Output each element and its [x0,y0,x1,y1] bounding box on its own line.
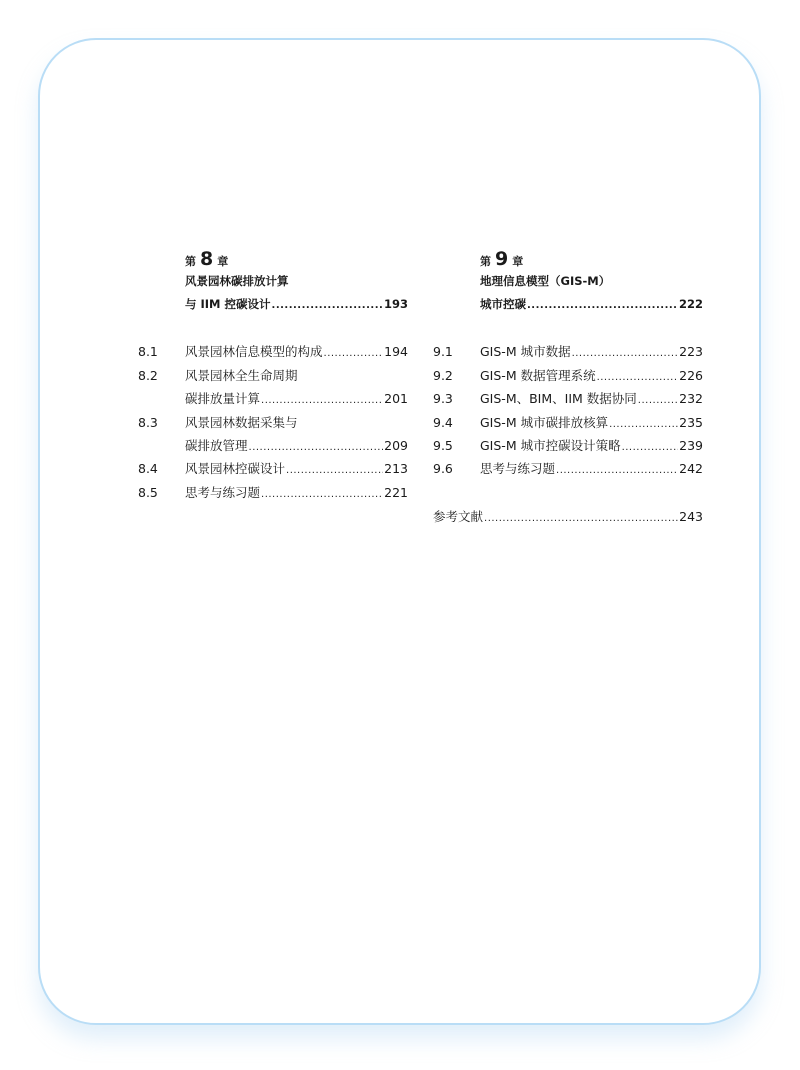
entry-title: GIS-M 城市数据 [480,344,571,360]
chapter-9-column [433,248,703,528]
entry-title: GIS-M 城市碳排放核算 [480,414,609,430]
dot-leader [272,294,383,317]
dot-leader [286,459,383,482]
toc-entry[interactable] [138,411,408,434]
toc-entry[interactable] [433,411,703,434]
toc-entry[interactable] [433,340,703,363]
page-number: 239 [679,437,703,453]
chapter-label [185,248,408,270]
dot-leader [572,342,679,365]
dot-leader [622,436,679,459]
chapter-8-column [138,248,408,504]
toc-entry[interactable] [185,293,408,316]
chapter-suffix: 章 [512,255,524,268]
entry-title: 风景园林控碳设计 [185,461,286,477]
toc-entry[interactable] [433,434,703,457]
section-number: 8.5 [138,484,158,500]
toc-entry[interactable] [433,387,703,410]
entry-title: 风景园林全生命周期 [185,367,298,383]
entry-title: 碳排放管理 [185,437,248,453]
toc-entry[interactable] [138,481,408,504]
dot-leader [249,436,384,459]
section-number: 9.3 [433,391,453,407]
chapter-number: 8 [200,248,214,270]
spacer [433,316,703,340]
entry-title: 思考与练习题 [185,484,261,500]
toc-entry[interactable] [138,364,408,387]
page-number: 194 [384,344,408,360]
section-number: 8.2 [138,367,158,383]
page-number: 193 [383,297,408,311]
dot-leader [556,459,678,482]
entry-title: 风景园林信息模型的构成 [185,344,323,360]
page-number: 222 [678,297,703,311]
page-number: 223 [679,344,703,360]
toc-entry[interactable] [138,387,408,410]
entry-title: GIS-M 城市控碳设计策略 [480,437,621,453]
dot-leader [324,342,384,365]
page-number: 226 [679,367,703,383]
entry-title: 参考文献 [433,508,484,524]
toc-entry[interactable] [480,293,703,316]
section-number: 9.6 [433,461,453,477]
page-number: 213 [384,461,408,477]
chapter-prefix: 第 [480,255,491,268]
chapter-prefix: 第 [185,255,196,268]
entry-title: 风景园林数据采集与 [185,414,298,430]
chapter-title: 风景园林碳排放计算 [185,274,289,288]
dot-leader [597,366,679,389]
page-number: 232 [679,391,703,407]
toc-entry[interactable] [433,457,703,480]
toc-entry[interactable] [433,364,703,387]
chapter-title: 地理信息模型（GIS-M） [480,274,611,288]
chapter-label [480,248,703,270]
page-number: 209 [384,437,408,453]
page-number: 243 [679,508,703,524]
page-number: 221 [384,484,408,500]
toc-entry[interactable] [433,505,703,528]
dot-leader [261,389,383,412]
entry-title: 城市控碳 [480,297,526,311]
dot-leader [638,389,678,412]
spacer [138,316,408,340]
page-card [38,38,761,1025]
page-number: 242 [679,461,703,477]
dot-leader [261,483,383,506]
toc-entry[interactable] [138,434,408,457]
page-number: 201 [384,391,408,407]
page-number: 235 [679,414,703,430]
entry-title: GIS-M 数据管理系统 [480,367,596,383]
toc-entry[interactable] [138,340,408,363]
entry-title: GIS-M、BIM、IIM 数据协同 [480,391,637,407]
section-number: 8.3 [138,414,158,430]
chapter-suffix: 章 [217,255,229,268]
section-number: 8.4 [138,461,158,477]
entry-title: 与 IIM 控碳设计 [185,297,271,311]
toc-entry[interactable] [138,457,408,480]
section-number: 9.1 [433,344,453,360]
dot-leader [484,507,678,530]
entry-title: 碳排放量计算 [185,391,261,407]
entry-title: 思考与练习题 [480,461,556,477]
spacer [433,481,703,505]
chapter-number: 9 [495,248,509,270]
section-number: 8.1 [138,344,158,360]
dot-leader [609,413,678,436]
section-number: 9.5 [433,437,453,453]
dot-leader [527,294,678,317]
section-number: 9.4 [433,414,453,430]
section-number: 9.2 [433,367,453,383]
